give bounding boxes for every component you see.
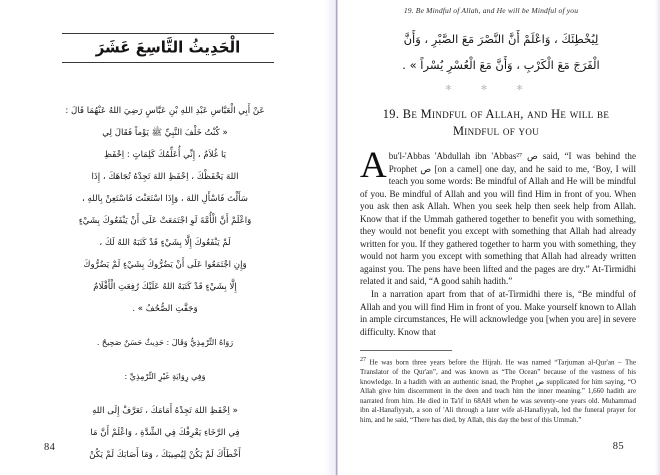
arabic-line: يَا غُلاَمُ ، إِنِّي أُعَلِّمُكَ كَلِمَاتٍ : اِحْفَظِ — [103, 150, 227, 160]
arabic-line: عَنْ أَبِي الْعَبَّاسِ عَبْدِ اللهِ بْنِ عَبَّاسٍ رَضِيَ اللهُ عَنْهُمَا قَالَ : — [65, 106, 265, 116]
arabic-line: الْفَرَجَ مَعَ الْكَرْبِ ، وَأَنَّ مَعَ الْعُسْرِ يُسْراً » . — [402, 58, 600, 72]
page-number-left: 84 — [44, 442, 56, 453]
page-edge-right — [655, 0, 660, 475]
arabic-line: « كُنْتُ خَلْفَ النَّبِيِّ ﷺ يَوْماً فَقَالَ لِي — [102, 128, 228, 138]
arabic-line: أَخْطَأَكَ لَمْ يَكُنْ لِيُصِيبَكَ ، وَمَا أَصَابَكَ لَمْ يَكُنْ — [89, 450, 241, 460]
arabic-line: سَأَلْتَ فَاسْأَلِ اللهَ ، وَإِذَا اسْتَعَنْتَ فَاسْتَعِنْ بِاللهِ ، — [82, 194, 248, 204]
book-spine — [335, 0, 338, 475]
page-number-right: 85 — [612, 441, 624, 452]
body-paragraph: In a narration apart from that of at-Tirmidhi there is, “Be mindful of Allah and you will find Him in front of you. Make yourself known to Allah in ample circumstances, He will acknowledge you [when you are] in severe difficulty. Know that — [360, 289, 636, 337]
footnote-rule — [360, 350, 452, 351]
arabic-chapter-heading: الْحَدِيثُ التَّاسِعَ عَشَرَ — [95, 37, 241, 57]
spacer — [40, 388, 290, 400]
arabic-line: وَجَفَّتِ الصُّحُفُ » . — [132, 304, 198, 314]
arabic-chapter-heading-block — [62, 33, 274, 63]
arabic-line: فِي الرَّخَاءِ يَعْرِفْكَ فِي الشِّدَّةِ ، وَاعْلَمْ أَنَّ مَا — [90, 428, 240, 438]
running-header: 19. Be Mindful of Allah, and He will be Mindful of you — [403, 6, 579, 15]
heading-rule-bottom — [62, 62, 274, 63]
arabic-second-narration-intro: وَفِي رِوَايَةِ غَيْرِ التِّرْمِذِيِّ : — [124, 372, 206, 381]
arabic-line: اللهَ يَحْفَظْكَ ، اِحْفَظِ اللهَ تَجِدْهُ تُجَاهَكَ ، إِذَا — [91, 172, 239, 182]
english-body — [360, 145, 636, 338]
arabic-line: وَإِنِ اجْتَمَعُوا عَلَى أَنْ يَضُرُّوكَ بِشَيْءٍ لَمْ يَضُرُّوكَ — [83, 260, 247, 270]
arabic-line: وَاعْلَمْ أَنَّ الْأُمَّةَ لَوِ اجْتَمَعَتْ عَلَى أَنْ يَنْفَعُوكَ بِشَيْءٍ — [78, 216, 252, 226]
arabic-attribution: رَوَاهُ التِّرْمِذِيُّ وَقَالَ : حَدِيثٌ حَسَنٌ صَحِيحٌ . — [96, 338, 234, 347]
arabic-verse-continuation — [358, 26, 644, 78]
arabic-line: إِلَّا بِشَيْءٍ قَدْ كَتَبَهُ اللهُ عَلَيْكَ رُفِعَتِ الْأَقْلَامُ — [93, 282, 237, 292]
ornament-divider: ✻ ✻ ✻ — [445, 84, 537, 92]
arabic-hadith-body — [40, 100, 290, 466]
right-page — [336, 0, 660, 475]
arabic-line: « اِحْفَظِ اللهَ تَجِدْهُ أَمَامَكَ ، تَعَرَّفْ إِلَى اللهِ — [92, 406, 238, 416]
footnote-block — [360, 356, 636, 426]
spacer — [40, 320, 290, 332]
spacer — [40, 354, 290, 366]
arabic-line: لَمْ يَنْفَعُوكَ إِلَّا بِشَيْءٍ قَدْ كَتَبَهُ اللهُ لَكَ ، — [99, 238, 231, 248]
chapter-title: 19. Be Mindful of Allah, and He will be Mindful of you — [382, 107, 610, 138]
footnote-text: He was born three years before the Hijrah. He was named “Tarjuman al-Qur'an – The Translator of the Qur'an”, and was known as “The Ocean” because of the vastness of his knowledge. In a hadith with an authentic isnad, the Prophet ص supplicated for him saying, “O Allah give him discernment in the deen and teach him the inner meaning.” 1,660 hadith are narrated from him. He died in Ta'if in 68AH when he was seventy-one years old. Muhammad ibn al-Hanafiyyah, a son of 'Ali through a later wife al-Hanafiyyah, led the funeral prayer for him, and he said, “There has died, by Allah, this day the best of this Ummah.” — [360, 358, 636, 424]
arabic-line: لِيُخْطِئَكَ ، وَاعْلَمْ أَنَّ النَّصْرَ مَعَ الصَّبْرِ ، وَأَنَّ — [403, 32, 599, 46]
body-paragraph: Abu'l-'Abbas 'Abdullah ibn 'Abbas²⁷ ص said, “I was behind the Prophet ص [on a camel] one day, and he said to me, ‘Boy, I will teach you some words: Be mindful of Allah and He will be mindful of you. Be mindful of Allah and you will find Him in front of you. When you ask then ask Allah. When you seek help then seek help from Allah. Know that if the Ummah gathered together to benefit you with something, they would not benefit you except with something that Allah had already written for you. If they gathered together to harm you with something, they would not harm you except with something that Allah had already written against you. The pens have been lifted and the pages are dry.” At-Tirmidhi related it and said, “A good sahih hadith.” — [360, 145, 636, 287]
footnote-marker: 27 — [360, 357, 366, 363]
